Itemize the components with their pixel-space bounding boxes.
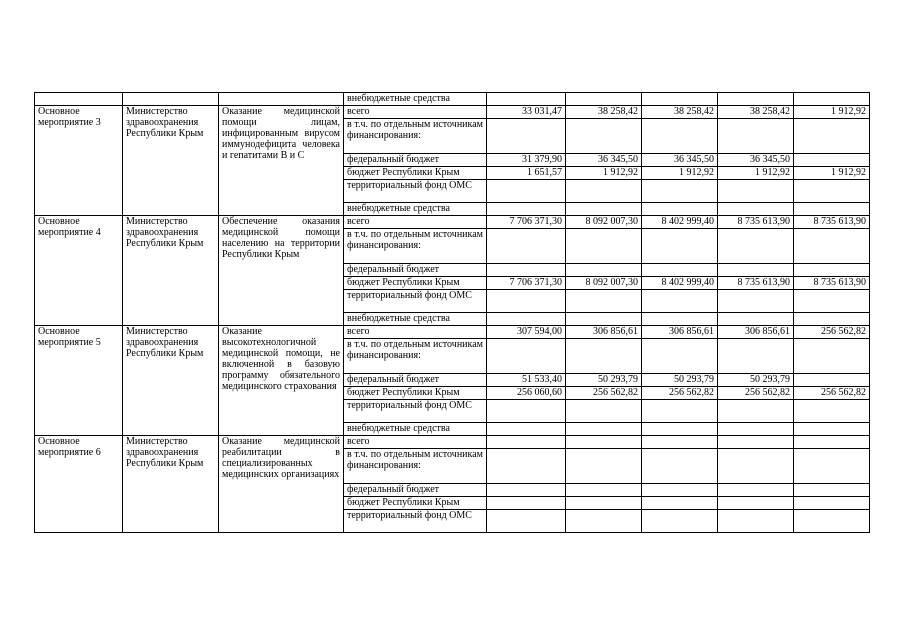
event-executor: Министерство здравоохранения Республики Крым (123, 326, 219, 436)
table-row (35, 436, 870, 449)
table-row (35, 326, 870, 339)
amount-cell (718, 497, 794, 510)
table-row (35, 106, 870, 119)
amount-cell (794, 339, 870, 374)
amount-cell: 7 706 371,30 (487, 277, 566, 290)
amount-cell (718, 484, 794, 497)
amount-cell (718, 229, 794, 264)
amount-cell (566, 449, 642, 484)
amount-cell: 306 856,61 (566, 326, 642, 339)
source-label: бюджет Республики Крым (344, 497, 487, 510)
amount-cell: 256 060,60 (487, 387, 566, 400)
amount-cell (566, 119, 642, 154)
amount-cell (642, 484, 718, 497)
amount-cell (718, 119, 794, 154)
source-label: всего (344, 216, 487, 229)
amount-cell (794, 229, 870, 264)
amount-cell: 256 562,82 (794, 326, 870, 339)
event-description: Оказание высокотехнологичной медицинской помощи, не включенной в базовую программу обязательного медицинского страхования (219, 326, 344, 436)
source-label: бюджет Республики Крым (344, 167, 487, 180)
amount-cell (566, 203, 642, 216)
amount-cell: 50 293,79 (566, 374, 642, 387)
amount-cell: 8 735 613,90 (794, 277, 870, 290)
amount-cell (487, 339, 566, 374)
amount-cell (566, 264, 642, 277)
amount-cell (718, 436, 794, 449)
source-label: бюджет Республики Крым (344, 277, 487, 290)
amount-cell: 1 912,92 (718, 167, 794, 180)
amount-cell (642, 229, 718, 264)
amount-cell (566, 290, 642, 313)
amount-cell: 1 912,92 (794, 106, 870, 119)
amount-cell (487, 264, 566, 277)
amount-cell (487, 510, 566, 533)
amount-cell: 50 293,79 (642, 374, 718, 387)
amount-cell (566, 400, 642, 423)
table-row (35, 216, 870, 229)
amount-cell (642, 423, 718, 436)
source-label: бюджет Республики Крым (344, 387, 487, 400)
amount-cell (794, 484, 870, 497)
amount-cell: 31 379,90 (487, 154, 566, 167)
amount-cell: 306 856,61 (718, 326, 794, 339)
amount-cell (718, 290, 794, 313)
amount-cell (642, 510, 718, 533)
carry-row (35, 93, 870, 106)
amount-cell (566, 436, 642, 449)
amount-cell (642, 290, 718, 313)
source-label: в т.ч. по отдельным источникам финансирования: (344, 339, 487, 374)
amount-cell (487, 449, 566, 484)
event-description: Обеспечение оказания медицинской помощи населению на территории Республики Крым (219, 216, 344, 326)
amount-cell: 256 562,82 (642, 387, 718, 400)
amount-cell (718, 264, 794, 277)
amount-cell (642, 436, 718, 449)
source-label: федеральный бюджет (344, 264, 487, 277)
amount-cell (718, 423, 794, 436)
source-label: в т.ч. по отдельным источникам финансирования: (344, 229, 487, 264)
amount-cell: 306 856,61 (642, 326, 718, 339)
amount-cell (642, 313, 718, 326)
amount-cell (794, 290, 870, 313)
amount-cell: 8 402 999,40 (642, 216, 718, 229)
amount-cell (566, 180, 642, 203)
source-label: территориальный фонд ОМС (344, 400, 487, 423)
amount-cell: 1 912,92 (794, 167, 870, 180)
amount-cell (487, 313, 566, 326)
source-label: территориальный фонд ОМС (344, 290, 487, 313)
amount-cell: 33 031,47 (487, 106, 566, 119)
amount-cell (794, 497, 870, 510)
amount-cell (566, 497, 642, 510)
amount-cell (718, 400, 794, 423)
event-executor: Министерство здравоохранения Республики Крым (123, 106, 219, 216)
amount-cell: 8 402 999,40 (642, 277, 718, 290)
amount-cell: 8 735 613,90 (718, 277, 794, 290)
amount-cell (642, 449, 718, 484)
source-label: внебюджетные средства (344, 93, 487, 106)
amount-cell: 8 092 007,30 (566, 277, 642, 290)
source-label: в т.ч. по отдельным источникам финансирования: (344, 119, 487, 154)
amount-cell: 1 651,57 (487, 167, 566, 180)
amount-cell (642, 400, 718, 423)
amount-cell: 307 594,00 (487, 326, 566, 339)
amount-cell: 256 562,82 (566, 387, 642, 400)
amount-cell (487, 119, 566, 154)
budget-table (34, 92, 870, 533)
event-name: Основное мероприятие 3 (35, 106, 123, 216)
amount-cell (642, 180, 718, 203)
amount-cell: 256 562,82 (718, 387, 794, 400)
amount-cell (642, 264, 718, 277)
amount-cell: 51 533,40 (487, 374, 566, 387)
amount-cell: 8 735 613,90 (794, 216, 870, 229)
amount-cell (794, 264, 870, 277)
amount-cell (794, 203, 870, 216)
source-label: территориальный фонд ОМС (344, 510, 487, 533)
amount-cell (794, 374, 870, 387)
source-label: внебюджетные средства (344, 313, 487, 326)
amount-cell: 256 562,82 (794, 387, 870, 400)
amount-cell: 38 258,42 (718, 106, 794, 119)
amount-cell (566, 313, 642, 326)
amount-cell (642, 119, 718, 154)
amount-cell (487, 290, 566, 313)
amount-cell (642, 339, 718, 374)
amount-cell (794, 119, 870, 154)
amount-cell (794, 436, 870, 449)
amount-cell (566, 229, 642, 264)
amount-cell (718, 449, 794, 484)
amount-cell: 7 706 371,30 (487, 216, 566, 229)
source-label: в т.ч. по отдельным источникам финансирования: (344, 449, 487, 484)
event-name: Основное мероприятие 5 (35, 326, 123, 436)
amount-cell (794, 423, 870, 436)
amount-cell (566, 423, 642, 436)
source-label: всего (344, 326, 487, 339)
source-label: внебюджетные средства (344, 203, 487, 216)
amount-cell: 50 293,79 (718, 374, 794, 387)
amount-cell: 38 258,42 (642, 106, 718, 119)
amount-cell: 36 345,50 (642, 154, 718, 167)
amount-cell: 36 345,50 (566, 154, 642, 167)
amount-cell (718, 203, 794, 216)
amount-cell: 8 092 007,30 (566, 216, 642, 229)
event-executor: Министерство здравоохранения Республики Крым (123, 216, 219, 326)
amount-cell (642, 497, 718, 510)
source-label: всего (344, 106, 487, 119)
source-label: внебюджетные средства (344, 423, 487, 436)
amount-cell: 36 345,50 (718, 154, 794, 167)
source-label: всего (344, 436, 487, 449)
amount-cell (566, 339, 642, 374)
event-name: Основное мероприятие 4 (35, 216, 123, 326)
source-label: территориальный фонд ОМС (344, 180, 487, 203)
amount-cell (487, 436, 566, 449)
amount-cell: 1 912,92 (642, 167, 718, 180)
amount-cell (487, 484, 566, 497)
amount-cell (718, 180, 794, 203)
amount-cell (566, 510, 642, 533)
amount-cell (794, 154, 870, 167)
event-description: Оказание медицинской реабилитации в специализированных медицинских организациях (219, 436, 344, 533)
amount-cell: 38 258,42 (566, 106, 642, 119)
amount-cell (487, 497, 566, 510)
amount-cell (794, 180, 870, 203)
amount-cell: 1 912,92 (566, 167, 642, 180)
amount-cell (794, 510, 870, 533)
amount-cell (487, 400, 566, 423)
source-label: федеральный бюджет (344, 154, 487, 167)
source-label: федеральный бюджет (344, 374, 487, 387)
amount-cell (718, 510, 794, 533)
amount-cell (487, 180, 566, 203)
amount-cell (794, 449, 870, 484)
event-executor: Министерство здравоохранения Республики Крым (123, 436, 219, 533)
amount-cell (566, 484, 642, 497)
amount-cell (794, 313, 870, 326)
amount-cell (794, 400, 870, 423)
amount-cell: 8 735 613,90 (718, 216, 794, 229)
amount-cell (487, 229, 566, 264)
event-description: Оказание медицинской помощи лицам, инфицированным вирусом иммунодефицита человека и гепатитами В и С (219, 106, 344, 216)
event-name: Основное мероприятие 6 (35, 436, 123, 533)
amount-cell (487, 423, 566, 436)
source-label: федеральный бюджет (344, 484, 487, 497)
amount-cell (718, 339, 794, 374)
amount-cell (642, 203, 718, 216)
amount-cell (487, 203, 566, 216)
amount-cell (718, 313, 794, 326)
